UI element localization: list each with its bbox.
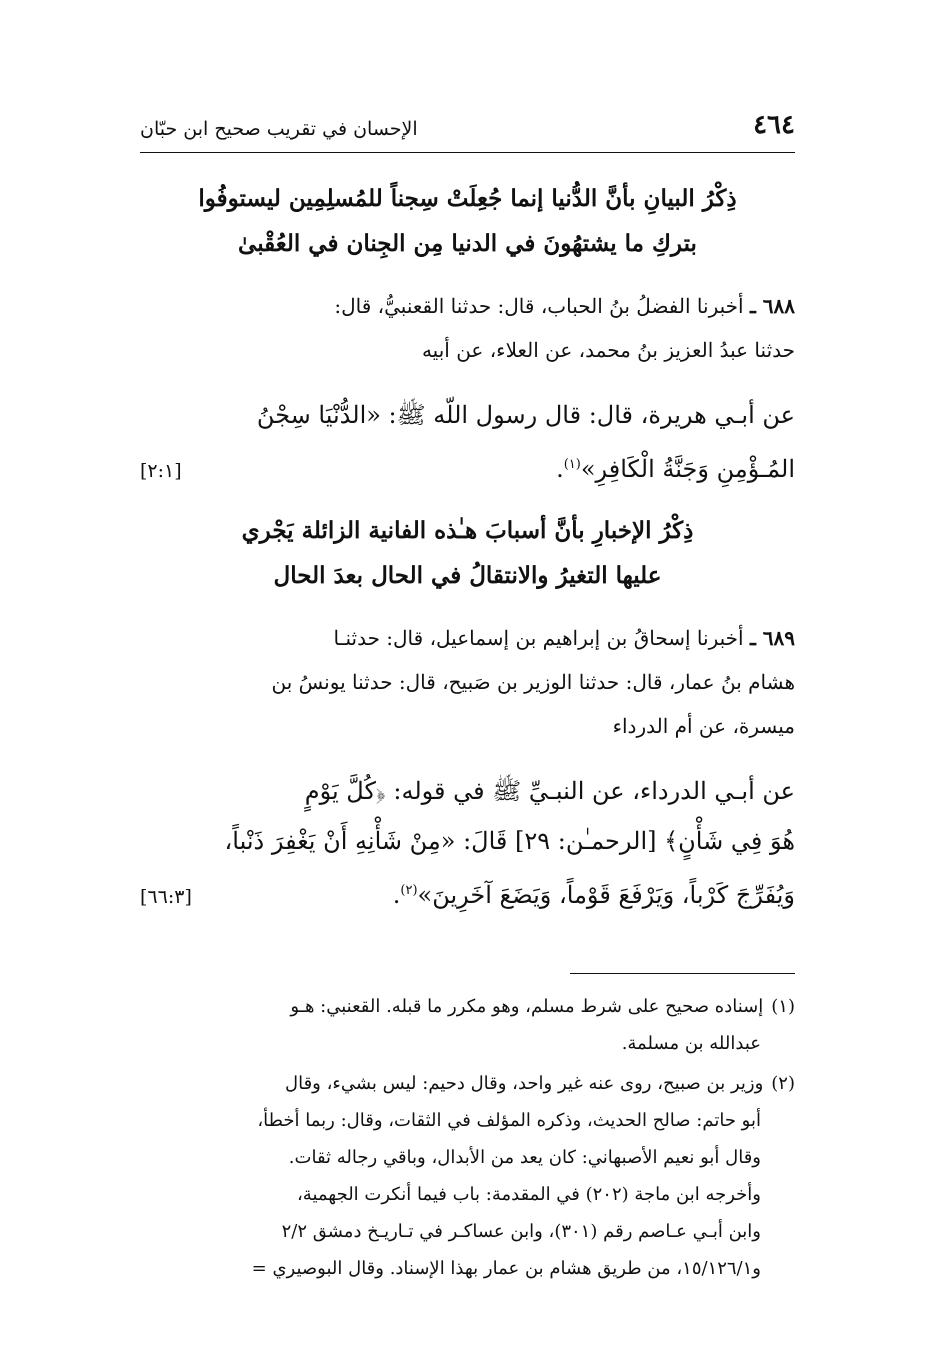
page-header [140,110,795,154]
heading-1-line-2: بتركِ ما يشتهُونَ في الدنيا مِن الجِنان في العُقْبىٰ [238,230,697,257]
footnote-2-line-5: وابن أبـي عـاصم رقم (٣٠١)، وابن عساكـر في تـاريـخ دمشق ٢/٢ [281,1221,761,1242]
chapter-heading-2 [140,508,795,598]
footnote-1-line-2: عبدالله بن مسلمة. [621,1033,761,1054]
footnote-1 [140,988,795,1062]
footnote-2-line-6: و١٥/١٢٦/١، من طريق هشام بن عمار بهذا الإسناد. وقال البوصيري = [251,1258,761,1279]
hadith-688-isnad [140,284,795,372]
running-title: الإحسان في تقريب صحيح ابن حبّان [140,118,418,140]
reference-688: [٢:١] [140,460,182,482]
isnad-688-line-1: ٦٨٨ ـ أخبرنا الفضلُ بنُ الحباب، قال: حدثنا القعنبيُّ، قال: [334,294,795,318]
isnad-689-line-1: ٦٨٩ ـ أخبرنا إسحاقُ بن إبراهيم بن إسماعيل، قال: حدثنـا [333,626,795,650]
footnote-1-label: (١) [771,996,795,1017]
hadith-number-688: ٦٨٨ ـ [749,294,795,318]
footnote-marker-2: (٢) [400,883,418,898]
heading-2-line-2: عليها التغيرُ والانتقالُ في الحال بعدَ الحال [273,562,662,589]
heading-2-line-1: ذِكْرُ الإخبارِ بأنَّ أسبابَ هـٰذه الفانية الزائلة يَجْري [241,517,694,544]
hadith-689-isnad [140,616,795,748]
reference-689: [٦٦:٣] [140,886,192,908]
matn-689-line-1: عن أبـي الدرداء، عن النبـيِّ ﷺ في قوله: ﴿كُلَّ يَوْمٍ [304,777,795,805]
footnote-2-line-1: (٢)وزير بن صبيح، روى عنه غير واحد، وقال دحيم: ليس بشيء، وقال [285,1073,795,1094]
heading-1-line-1: ذِكْرُ البيانِ بأنَّ الدُّنيا إنما جُعِلَتْ سِجناً للمُسلِمِين ليستوفُوا [198,185,737,212]
matn-688-line-1: عن أبـي هريرة، قال: قال رسول اللّه ﷺ: «الدُّنْيَا سِجْنُ [256,401,795,429]
matn-688-line-2: المُـؤْمِنِ وَجَنَّةُ الْكَافِرِ»$^{(١)}$. [٢:١] [140,440,795,496]
isnad-688-line-2: حدثنا عبدُ العزيز بنُ محمد، عن العلاء، عن أبيه [421,338,795,362]
isnad-689-line-3: ميسرة، عن أم الدرداء [612,714,795,738]
hadith-689-matn [140,766,795,922]
footnote-rule [570,973,795,974]
hadith-688-matn [140,390,795,496]
footnote-marker-1: (١) [563,457,581,472]
matn-689-line-3: وَيُفَرِّجَ كَرْباً، وَيَرْفَعَ قَوْماً، وَيَضَعَ آخَرِينَ»$^{(٢)}$. [٦٦:٣] [140,866,795,922]
matn-689-line-2: هُوَ فِي شَأْنٍ﴾ [الرحمـٰن: ٢٩] قَالَ: «مِنْ شَأْنِهِ أَنْ يَغْفِرَ ذَنْباً، [224,827,795,855]
isnad-689-line-2: هشام بنُ عمار، قال: حدثنا الوزير بن صَبيح، قال: حدثنا يونسُ بن [271,670,795,694]
footnote-1-line-1: (١)إسناده صحيح على شرط مسلم، وهو مكرر ما قبله. القعنبي: هـو [290,996,795,1017]
footnote-2 [140,1065,795,1287]
footnote-2-label: (٢) [771,1073,795,1094]
footnote-2-line-2: أبو حاتم: صالح الحديث، وذكره المؤلف في الثقات، وقال: ربما أخطأ، [257,1110,761,1131]
page-number: ٤٦٤ [753,110,795,140]
header-rule [140,152,795,153]
footnote-2-line-3: وقال أبو نعيم الأصبهاني: كان يعد من الأبدال، وباقي رجاله ثقات. [288,1147,761,1168]
footnote-2-line-4: وأخرجه ابن ماجة (٢٠٢) في المقدمة: باب فيما أنكرت الجهمية، [296,1184,761,1205]
chapter-heading-1 [140,176,795,266]
hadith-number-689: ٦٨٩ ـ [749,626,795,650]
